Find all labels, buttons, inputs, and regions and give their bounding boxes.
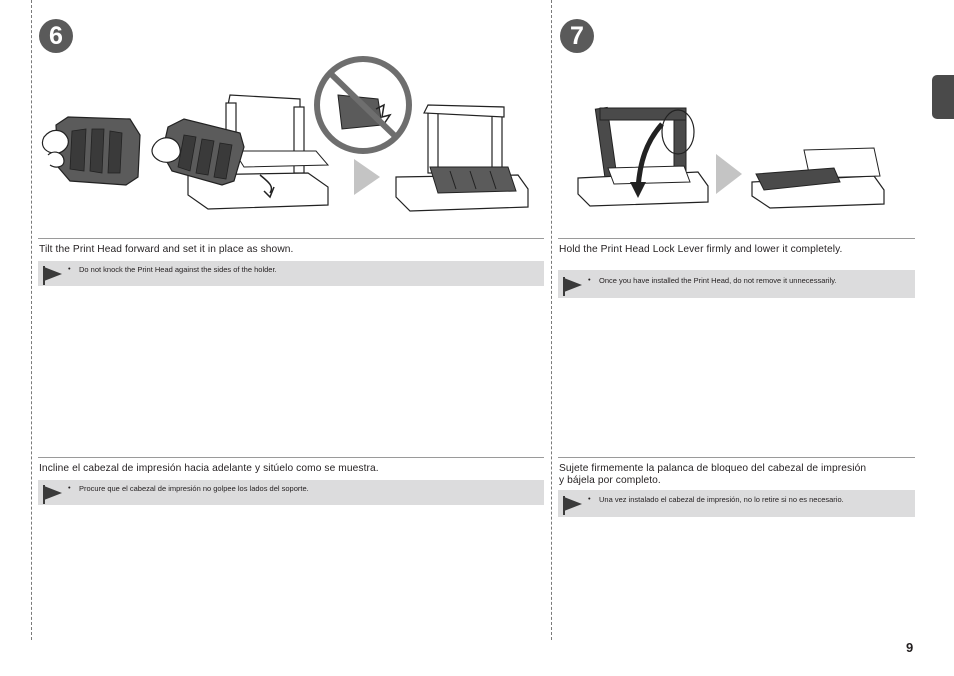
lock-lever-lowering-illustration <box>578 107 708 206</box>
step-6-badge: 6 <box>39 19 73 53</box>
flag-icon <box>41 483 63 505</box>
step-7-es-rule <box>558 457 915 458</box>
step-6-es-rule <box>38 457 544 458</box>
step-7-es-note <box>558 490 915 517</box>
chevron-right-icon <box>716 154 742 194</box>
left-cut-line <box>31 0 32 640</box>
step-6-en-instruction: Tilt the Print Head forward and set it in place as shown. <box>39 244 294 255</box>
print-head-installed-illustration <box>396 105 528 211</box>
page-number: 9 <box>906 640 914 655</box>
step-7-es-instruction-line1: Sujete firmemente la palanca de bloqueo del cabezal de impresión <box>559 463 867 474</box>
flag-icon <box>561 275 583 297</box>
step-7-es-instruction-line2: y bájela por completo. <box>559 475 661 486</box>
step-7-badge: 7 <box>560 19 594 53</box>
print-head-held-illustration <box>42 117 140 185</box>
step-6-en-note <box>38 261 544 286</box>
step-6-es-note <box>38 480 544 505</box>
flag-icon <box>561 494 583 516</box>
lock-lever-lowered-illustration <box>752 148 884 208</box>
step-6-en-note-text: Do not knock the Print Head against the sides of the holder. <box>79 265 277 274</box>
step-6-es-instruction: Incline el cabezal de impresión hacia adelante y sitúelo como se muestra. <box>39 463 379 474</box>
note-bullet: • <box>68 264 71 273</box>
print-head-insert-illustration <box>152 95 328 209</box>
note-bullet: • <box>588 275 591 284</box>
step-7-es-note-text: Una vez instalado el cabezal de impresión, no lo retire si no es necesario. <box>599 495 844 504</box>
note-bullet: • <box>588 494 591 503</box>
chevron-right-icon <box>354 159 380 195</box>
step-7-illustration <box>574 102 904 212</box>
step-7-en-note-text: Once you have installed the Print Head, do not remove it unnecessarily. <box>599 276 837 285</box>
note-bullet: • <box>68 483 71 492</box>
step-7-en-rule <box>558 238 915 239</box>
prohibited-icon <box>317 59 409 151</box>
step-6-en-rule <box>38 238 544 239</box>
center-cut-line <box>551 0 552 640</box>
chapter-tab <box>932 75 954 119</box>
step-6-illustration <box>38 55 538 225</box>
step-7-en-note <box>558 270 915 298</box>
flag-icon <box>41 264 63 286</box>
step-7-en-instruction: Hold the Print Head Lock Lever firmly and lower it completely. <box>559 244 843 255</box>
step-6-es-note-text: Procure que el cabezal de impresión no golpee los lados del soporte. <box>79 484 309 493</box>
